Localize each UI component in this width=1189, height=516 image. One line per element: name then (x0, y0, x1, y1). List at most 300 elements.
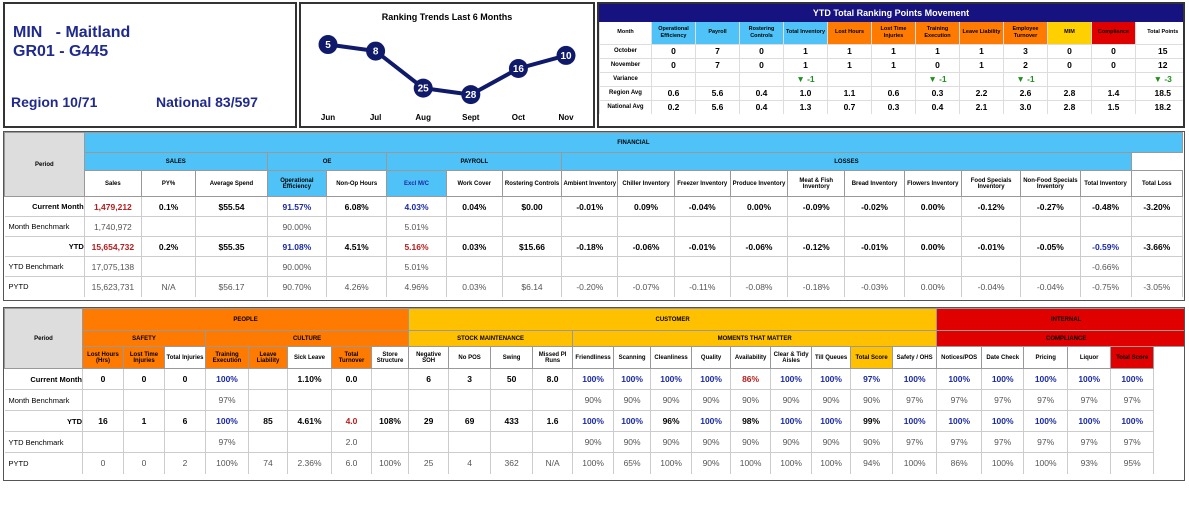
group-header: MOMENTS THAT MATTER (573, 331, 937, 347)
ytd-cell: 0.3 (916, 86, 960, 100)
people-cell: 4.61% (288, 411, 332, 432)
financial-col-header: Produce Inventory (730, 171, 787, 197)
financial-cell (1131, 217, 1182, 237)
ytd-row-label: National Avg (600, 100, 652, 114)
people-cell: 69 (449, 411, 491, 432)
people-cell: 100% (573, 369, 614, 390)
financial-cell (502, 257, 561, 277)
financial-cell (1131, 257, 1182, 277)
people-cell: 90% (573, 432, 614, 453)
ytd-cell: 0 (1092, 44, 1136, 58)
financial-row (5, 257, 1183, 277)
financial-cell: -0.59% (1080, 237, 1131, 257)
financial-table (4, 132, 1183, 297)
ytd-cell (1048, 72, 1092, 86)
ytd-cell: 3 (1004, 44, 1048, 58)
financial-cell: -0.01% (961, 237, 1020, 257)
people-cell: 90% (812, 390, 851, 411)
people-cell (449, 390, 491, 411)
people-cell: 100% (893, 411, 937, 432)
people-cell: 0 (83, 369, 124, 390)
people-cell: 100% (982, 369, 1024, 390)
ytd-col-header: MIM (1048, 22, 1092, 44)
financial-cell: 1,740,972 (84, 217, 141, 237)
people-cell: 90% (573, 390, 614, 411)
ytd-cell: 2.6 (1004, 86, 1048, 100)
people-cell (372, 432, 409, 453)
financial-cell: -0.06% (618, 237, 674, 257)
people-cell (249, 390, 288, 411)
ytd-cell (872, 72, 916, 86)
financial-row-label: YTD Benchmark (5, 257, 85, 277)
people-cell: 97% (937, 432, 982, 453)
people-cell: 100% (731, 453, 771, 474)
people-cell: 100% (937, 369, 982, 390)
people-table (4, 308, 1185, 474)
people-col-header: Availability (731, 347, 771, 369)
people-cell: 2 (165, 453, 206, 474)
people-col-header: Till Queues (812, 347, 851, 369)
financial-cell: 0.04% (446, 197, 502, 217)
financial-cell: 91.57% (267, 197, 326, 217)
people-cell: 16 (83, 411, 124, 432)
trend-line (328, 45, 566, 95)
people-cell: 97% (893, 390, 937, 411)
people-cell (288, 390, 332, 411)
ytd-cell: ▼ -3 (1136, 72, 1186, 86)
ytd-cell: ▼ -1 (916, 72, 960, 86)
people-cell (165, 390, 206, 411)
financial-cell (845, 257, 904, 277)
ytd-cell: 7 (696, 44, 740, 58)
financial-cell (1080, 217, 1131, 237)
financial-col-header: Non-Op Hours (327, 171, 387, 197)
people-cell: 108% (372, 411, 409, 432)
people-cell: 97% (1111, 432, 1154, 453)
financial-cell: 6.08% (327, 197, 387, 217)
ytd-cell: 0 (652, 44, 696, 58)
ytd-cell (652, 72, 696, 86)
people-col-header: Notices/POS (937, 347, 982, 369)
financial-cell: $15.66 (502, 237, 561, 257)
ytd-col-header: Total Inventory (784, 22, 828, 44)
ytd-cell: ▼ -1 (1004, 72, 1048, 86)
people-cell: 6 (165, 411, 206, 432)
people-cell (449, 432, 491, 453)
ytd-cell: 1 (828, 58, 872, 72)
people-cell: 100% (1068, 411, 1111, 432)
ytd-cell: 1.3 (784, 100, 828, 114)
financial-cell: -0.18% (562, 237, 618, 257)
financial-cell (196, 257, 268, 277)
financial-cell: 0.2% (142, 237, 196, 257)
people-cell: 0 (165, 369, 206, 390)
financial-cell: 4.96% (387, 277, 446, 297)
people-row-label: YTD (5, 411, 83, 432)
financial-cell (196, 217, 268, 237)
financial-cell: -0.04% (1021, 277, 1080, 297)
financial-cell: 1,479,212 (84, 197, 141, 217)
financial-row-label: Current Month (5, 197, 85, 217)
financial-cell (327, 217, 387, 237)
ytd-cell: 0 (652, 58, 696, 72)
financial-group-header: LOSSES (562, 153, 1131, 171)
ytd-cell: 5.6 (696, 100, 740, 114)
ytd-col-header: Training Execution (916, 22, 960, 44)
financial-col-header: Rostering Controls (502, 171, 561, 197)
group-header: SAFETY (83, 331, 206, 347)
people-cell (124, 390, 165, 411)
people-cell: 1 (124, 411, 165, 432)
financial-cell: 0.00% (730, 197, 787, 217)
people-col-header: Clear & Tidy Aisles (771, 347, 812, 369)
ytd-cell (1092, 72, 1136, 86)
group-header: STOCK MAINTENANCE (409, 331, 573, 347)
financial-cell: 0.03% (446, 237, 502, 257)
financial-cell: -0.27% (1021, 197, 1080, 217)
people-cell: 97% (1024, 432, 1068, 453)
ytd-cell: 12 (1136, 58, 1186, 72)
section-header: INTERNAL (937, 309, 1185, 331)
people-cell: 90% (651, 432, 692, 453)
financial-cell (446, 257, 502, 277)
trend-month-label: Aug (415, 113, 431, 122)
financial-col-header: Sales (84, 171, 141, 197)
financial-cell (845, 217, 904, 237)
financial-cell: $6.14 (502, 277, 561, 297)
people-row (5, 390, 1186, 411)
financial-cell (502, 217, 561, 237)
people-cell: 100% (771, 369, 812, 390)
financial-group-header: PAYROLL (387, 153, 562, 171)
financial-cell: 17,075,138 (84, 257, 141, 277)
financial-row (5, 217, 1183, 237)
trend-point-label: 8 (372, 46, 379, 58)
ytd-col-header: Lost Time Injuries (872, 22, 916, 44)
trend-month-label: Oct (511, 113, 526, 122)
people-cell (491, 432, 533, 453)
people-col-header: Total Injuries (165, 347, 206, 369)
ytd-cell: 0.7 (828, 100, 872, 114)
ytd-cell: 1 (872, 58, 916, 72)
financial-cell: $55.54 (196, 197, 268, 217)
financial-col-header: Flowers Inventory (904, 171, 961, 197)
financial-cell: 90.70% (267, 277, 326, 297)
ytd-cell: 15 (1136, 44, 1186, 58)
financial-cell: 5.16% (387, 237, 446, 257)
people-cell: 100% (614, 369, 651, 390)
people-col-header: Swing (491, 347, 533, 369)
people-cell: 90% (692, 390, 731, 411)
financial-cell (562, 257, 618, 277)
people-row (5, 369, 1186, 390)
financial-cell: -0.03% (845, 277, 904, 297)
financial-cell (730, 257, 787, 277)
store-info-panel (3, 2, 297, 128)
people-col-header: Negative SOH (409, 347, 449, 369)
people-row-label: YTD Benchmark (5, 432, 83, 453)
financial-cell: 15,623,731 (84, 277, 141, 297)
people-col-header: Sick Leave (288, 347, 332, 369)
ytd-cell: 0 (1092, 58, 1136, 72)
people-cell: 90% (614, 432, 651, 453)
ytd-cell: 0 (916, 58, 960, 72)
financial-cell: -0.48% (1080, 197, 1131, 217)
people-cell: 90% (614, 390, 651, 411)
people-cell: 100% (771, 411, 812, 432)
people-col-header: Cleanliness (651, 347, 692, 369)
ranking-trend-chart (299, 2, 595, 128)
people-cell: 90% (812, 432, 851, 453)
people-cell: 1.10% (288, 369, 332, 390)
trend-point-label: 25 (417, 83, 429, 95)
people-row-label: Current Month (5, 369, 83, 390)
ytd-cell: 18.5 (1136, 86, 1186, 100)
people-cell: 4.0 (332, 411, 372, 432)
ytd-row-label: Region Avg (600, 86, 652, 100)
trend-title: Ranking Trends Last 6 Months (381, 12, 513, 22)
ytd-row-label: November (600, 58, 652, 72)
people-col-header: Lost Hours (Hrs) (83, 347, 124, 369)
people-col-header: Store Structure (372, 347, 409, 369)
people-cell: 98% (731, 411, 771, 432)
people-cell: 90% (651, 390, 692, 411)
financial-col-header: Operational Efficiency (267, 171, 326, 197)
people-cell: 100% (982, 411, 1024, 432)
people-cell: 97% (893, 432, 937, 453)
ytd-title: YTD Total Ranking Points Movement (599, 4, 1183, 22)
financial-cell: -0.04% (674, 197, 730, 217)
people-cell: 96% (651, 411, 692, 432)
ytd-cell: 1 (960, 58, 1004, 72)
ytd-col-header: Operational Efficiency (652, 22, 696, 44)
trend-point-label: 10 (560, 50, 572, 62)
people-cell: 433 (491, 411, 533, 432)
financial-cell: $55.35 (196, 237, 268, 257)
ytd-cell: 1.4 (1092, 86, 1136, 100)
people-col-header: Total Turnover (332, 347, 372, 369)
people-cell (533, 432, 573, 453)
ytd-cell: 2.8 (1048, 100, 1092, 114)
financial-col-header: Ambient Inventory (562, 171, 618, 197)
financial-cell: $0.00 (502, 197, 561, 217)
financial-cell: 0.00% (904, 237, 961, 257)
people-col-header: Missed PI Runs (533, 347, 573, 369)
people-cell: 2.0 (332, 432, 372, 453)
ytd-table (599, 22, 1185, 114)
trend-month-label: Jul (369, 113, 382, 122)
financial-col-header: Total Inventory (1080, 171, 1131, 197)
financial-cell: -0.06% (730, 237, 787, 257)
financial-cell: 0.09% (618, 197, 674, 217)
financial-cell: -0.01% (845, 237, 904, 257)
ytd-cell: 0.6 (652, 86, 696, 100)
people-row (5, 453, 1186, 474)
region-rank: Region 10/71 (11, 94, 98, 110)
people-cell: 100% (651, 453, 692, 474)
financial-cell: -0.07% (618, 277, 674, 297)
financial-cell (1021, 217, 1080, 237)
store-name: MIN - Maitland (13, 24, 131, 41)
people-cell: 90% (731, 432, 771, 453)
financial-cell (961, 217, 1020, 237)
people-cell: 90% (731, 390, 771, 411)
financial-cell (618, 257, 674, 277)
financial-cell (327, 257, 387, 277)
financial-cell (446, 217, 502, 237)
ytd-cell: 1 (784, 58, 828, 72)
national-rank: National 83/597 (156, 94, 258, 110)
people-cell: 90% (771, 390, 812, 411)
financial-cell: -0.02% (845, 197, 904, 217)
people-cell: 97% (1068, 432, 1111, 453)
people-cell: 90% (771, 432, 812, 453)
ytd-cell: 0.2 (652, 100, 696, 114)
trend-point-label: 16 (512, 64, 524, 75)
people-cell: 97% (1111, 390, 1154, 411)
people-row-label: Month Benchmark (5, 390, 83, 411)
ytd-cell: 0 (1048, 58, 1092, 72)
financial-cell (904, 257, 961, 277)
people-cell: 4 (449, 453, 491, 474)
financial-cell: N/A (142, 277, 196, 297)
ytd-cell: 2.2 (960, 86, 1004, 100)
financial-cell: -0.11% (674, 277, 730, 297)
trend-svg (301, 4, 593, 126)
people-col-header: Scanning (614, 347, 651, 369)
financial-cell: 4.26% (327, 277, 387, 297)
people-col-header: No POS (449, 347, 491, 369)
ytd-cell: 3.0 (1004, 100, 1048, 114)
financial-cell: 90.00% (267, 257, 326, 277)
ytd-cell (696, 72, 740, 86)
ytd-cell: 1.0 (784, 86, 828, 100)
financial-cell: -0.12% (788, 237, 845, 257)
people-cell: 90% (851, 432, 893, 453)
people-cell: 86% (937, 453, 982, 474)
financial-cell (674, 257, 730, 277)
financial-cell: $56.17 (196, 277, 268, 297)
people-col-header: Total Score (851, 347, 893, 369)
people-cell: 97% (982, 390, 1024, 411)
people-cell: 90% (692, 453, 731, 474)
ytd-cell: 0.4 (740, 86, 784, 100)
people-cell: 0 (124, 369, 165, 390)
store-code: GR01 - G445 (13, 43, 109, 60)
people-col-header: Date Check (982, 347, 1024, 369)
people-cell: 97% (206, 432, 249, 453)
financial-cell: 4.51% (327, 237, 387, 257)
people-cell: 362 (491, 453, 533, 474)
financial-cell (904, 217, 961, 237)
ytd-col-header: Total Points (1136, 22, 1186, 44)
period-header: Period (5, 309, 83, 369)
people-cell (533, 390, 573, 411)
financial-cell (730, 217, 787, 237)
ytd-cell: 0.4 (740, 100, 784, 114)
ytd-col-header: Month (600, 22, 652, 44)
people-col-header: Quality (692, 347, 731, 369)
people-col-header: Liquor (1068, 347, 1111, 369)
financial-cell: 0.03% (446, 277, 502, 297)
people-cell: 6.0 (332, 453, 372, 474)
financial-panel (3, 131, 1185, 301)
financial-cell (674, 217, 730, 237)
group-header: CULTURE (206, 331, 409, 347)
people-cell: 93% (1068, 453, 1111, 474)
financial-col-header: Work Cover (446, 171, 502, 197)
financial-cell: -3.05% (1131, 277, 1182, 297)
trend-month-label: Sept (462, 113, 480, 122)
financial-cell: -0.66% (1080, 257, 1131, 277)
ytd-cell: 1 (960, 44, 1004, 58)
financial-row-label: YTD (5, 237, 85, 257)
financial-col-header: Total Loss (1131, 171, 1182, 197)
trend-point-label: 5 (325, 40, 331, 52)
ytd-points-panel (597, 2, 1185, 128)
ytd-row (600, 100, 1186, 114)
ytd-cell: 5.6 (696, 86, 740, 100)
ytd-col-header: Leave Liability (960, 22, 1004, 44)
ytd-row (600, 58, 1186, 72)
ytd-cell: 0 (740, 58, 784, 72)
ytd-cell: 2.8 (1048, 86, 1092, 100)
financial-cell: -0.12% (961, 197, 1020, 217)
financial-cell: 0.1% (142, 197, 196, 217)
people-cell: 100% (1024, 369, 1068, 390)
people-cell: 100% (206, 453, 249, 474)
financial-cell: -3.20% (1131, 197, 1182, 217)
people-cell: 100% (1111, 369, 1154, 390)
trend-month-label: Jun (320, 113, 336, 122)
people-cell (409, 432, 449, 453)
financial-row (5, 277, 1183, 297)
financial-col-header: Bread Inventory (845, 171, 904, 197)
financial-cell (788, 257, 845, 277)
financial-cell: 0.00% (904, 277, 961, 297)
ytd-cell: 1.1 (828, 86, 872, 100)
people-col-header: Safety / OHS (893, 347, 937, 369)
people-cell (249, 432, 288, 453)
people-cell: 85 (249, 411, 288, 432)
ytd-col-header: Compliance (1092, 22, 1136, 44)
people-cell: 97% (851, 369, 893, 390)
people-cell (83, 390, 124, 411)
trend-month-label: Nov (558, 113, 574, 122)
financial-row-label: PYTD (5, 277, 85, 297)
people-cell: 3 (449, 369, 491, 390)
financial-cell (142, 217, 196, 237)
financial-col-header: Freezer Inventory (674, 171, 730, 197)
financial-group-header: SALES (84, 153, 267, 171)
people-cell: 100% (982, 453, 1024, 474)
people-cell: 0 (124, 453, 165, 474)
people-cell (288, 432, 332, 453)
period-header: Period (5, 133, 85, 197)
financial-cell: -0.01% (562, 197, 618, 217)
ytd-cell (740, 72, 784, 86)
financial-cell: 5.01% (387, 217, 446, 237)
ytd-cell: 1.5 (1092, 100, 1136, 114)
people-cell (165, 432, 206, 453)
ytd-cell: 1 (828, 44, 872, 58)
ytd-cell: 1 (784, 44, 828, 58)
people-col-header: Training Execution (206, 347, 249, 369)
people-row (5, 411, 1186, 432)
financial-cell: 15,654,732 (84, 237, 141, 257)
trend-point-label: 28 (465, 90, 477, 102)
people-cell: 65% (614, 453, 651, 474)
